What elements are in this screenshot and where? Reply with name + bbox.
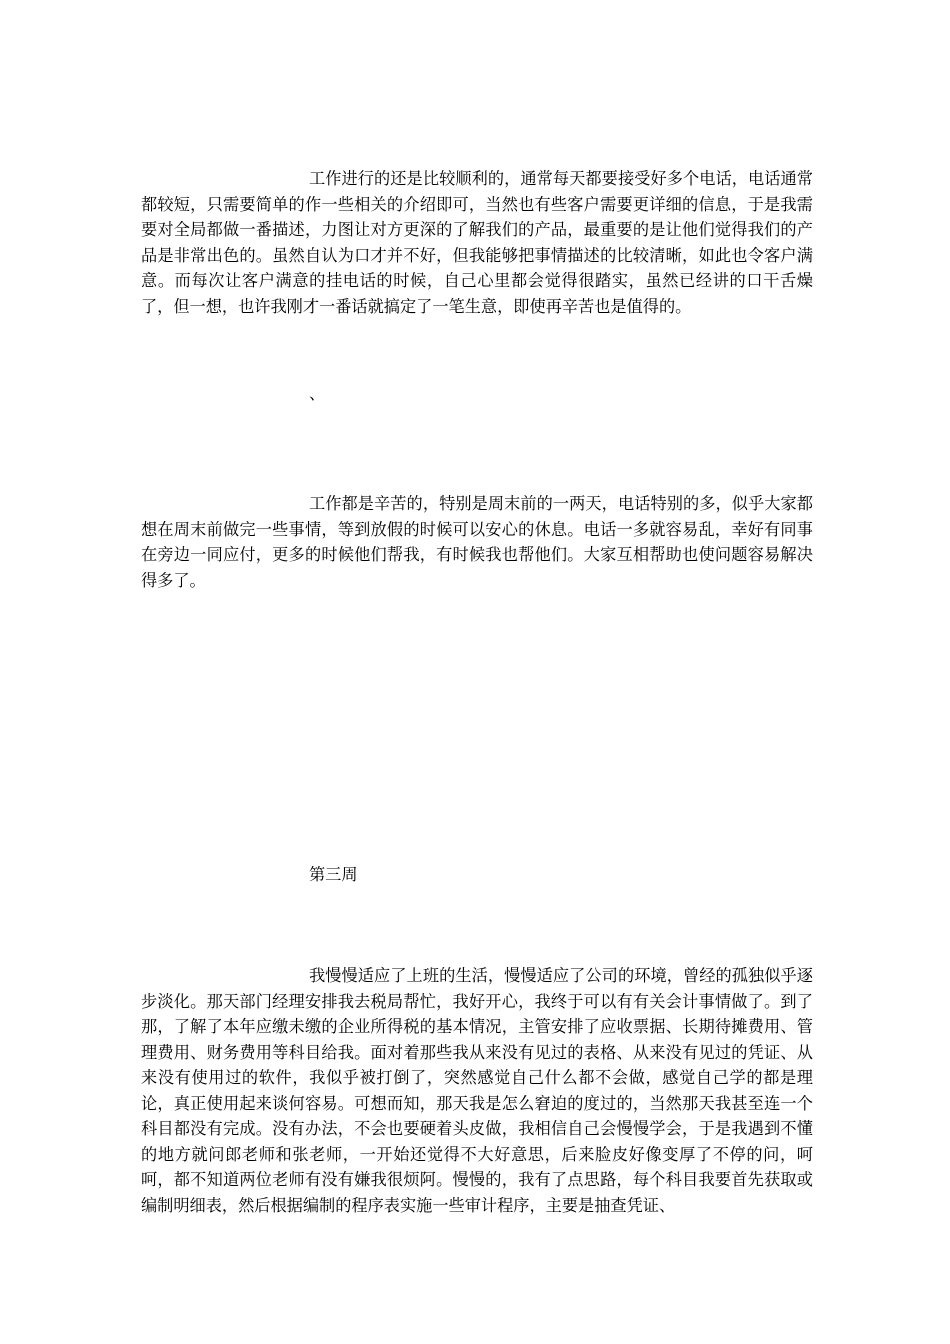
- section-heading-week-three: 第三周: [309, 865, 358, 884]
- stray-punctuation-mark: 、: [309, 384, 326, 403]
- paragraph-work-hard: 工作都是辛苦的，特别是周末前的一两天，电话特别的多，似乎大家都想在周末前做完一些事情，等到放假的时候可以安心的休息。电话一多就容易乱，幸好有同事在旁边一同应付，更多的时候他们帮我，有时候我也帮他们。大家互相帮助也使问题容易解决得多了。: [141, 494, 813, 590]
- paragraph-work-smooth: 工作进行的还是比较顺利的，通常每天都要接受好多个电话，电话通常都较短，只需要简单的作一些相关的介绍即可，当然也有些客户需要更详细的信息，于是我需要对全局都做一番描述，力图让对方更深的了解我们的产品，最重要的是让他们觉得我们的产品是非常出色的。虽然自认为口才并不好，但我能够把事情描述的比较清晰，如此也令客户满意。而每次让客户满意的挂电话的时候，自己心里都会觉得很踏实，虽然已经讲的口干舌燥了，但一想，也许我刚才一番话就搞定了一笔生意，即使再辛苦也是值得的。: [141, 169, 813, 316]
- paragraph-week-three: 我慢慢适应了上班的生活，慢慢适应了公司的环境，曾经的孤独似乎逐步淡化。那天部门经理安排我去税局帮忙，我好开心，我终于可以有有关会计事情做了。到了那，了解了本年应缴未缴的企业所得税的基本情况，主管安排了应收票据、长期待摊费用、管理费用、财务费用等科目给我。面对着那些我从来没有见过的表格、从来没有见过的凭证、从来没有使用过的软件，我似乎被打倒了，突然感觉自己什么都不会做，感觉自己学的都是理论，真正使用起来谈何容易。可想而知，那天我是怎么窘迫的度过的，当然那天我甚至连一个科目都没有完成。没有办法，不会也要硬着头皮做，我相信自己会慢慢学会，于是我遇到不懂的地方就问郎老师和张老师，一开始还觉得不大好意思，后来脸皮好像变厚了不停的问，呵呵，都不知道两位老师有没有嫌我很烦阿。慢慢的，我有了点思路，每个科目我要首先获取或编制明细表，然后根据编制的程序表实施一些审计程序，主要是抽查凭证、: [141, 966, 813, 1215]
